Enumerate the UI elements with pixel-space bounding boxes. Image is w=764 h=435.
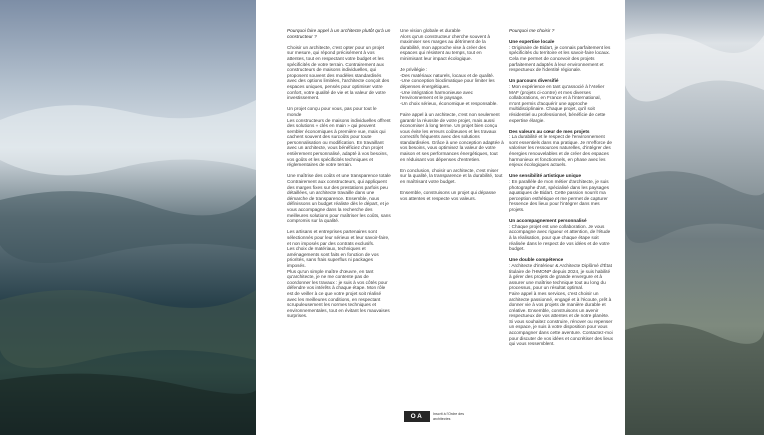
paragraph: Choisir un architecte, c'est opter pour un projet sur mesure, qui répond précisément à vos attentes, tout en respectant votre budget et les spécificités de votre terrain. Contrairement aux constructeurs de maisons individuelles, qui proposent souvent des modèles standardisés avec des options limitées, l'architecte conçoit des espaces uniques, pensés pour optimiser votre confort, votre qualité de vie et la valeur de votre investissement. [287,44,390,101]
paragraph: En conclusion, choisir un architecte, c'est miser sur la qualité, la transparence et la durabilité, tout en maîtrisant votre budget. [400,167,503,185]
text-page [256,0,625,435]
paragraph: Faire appel à un architecte, c'est non seulement garantir la réussite de votre projet, mais aussi économiser à long terme. Un projet bien conçu vous évite les erreurs coûteuses et les travaux correctifs fréquents avec des solutions standardisées. Grâce à une conception adaptée à vos besoins, vous optimisez la valeur de votre maison et ses performances énergétiques, tout en réduisant vos dépenses d'entretien. [400,111,504,162]
paragraph: : Chaque projet est une collaboration. Je vous accompagne avec rigueur et attention, de l'étude à la réalisation, pour que chaque étape soit réalisée dans le respect de vos idées et de votre budget. [509,223,611,252]
paragraph: : En parallèle de mon métier d'architecte, je suis photographe d'art, spécialisé dans les paysages aquatiques de Bidart. Cette passion nourrit ma perception esthétique et me permet de capturer l'essence des lieux pour l'intégrer dans mes projets. [509,179,609,212]
paragraph: Un projet conçu pour vous, pas pour tout le monde Les constructeurs de maisons individuelles offrent des solutions « clés en main » qui peuvent sembler économiques à première vue, mais qui cachent souvent des surcoûts pour toute personnalisation ou modification. En travaillant avec un architecte, vous bénéficiez d'un projet entièrement personnalisé, adapté à vos besoins, vos goûts et les spécificités techniques et réglementaires de votre terrain. [287,106,391,168]
paragraph: Ensemble, construisons un projet qui dépasse vos attentes et respecte vos valeurs. [400,190,496,201]
paragraph: : Architecte d'intérieur & Architecte Diplômé d'État titulaire de l'HMONP depuis 2024, je suis habilité à gérer des projets de grande envergure et à assurer une maîtrise technique tout au long du processus, pour un résultat optimal. Faire appel à mes services, c'est choisir un architecte passionné, engagé et à l'écoute, prêt à donner vie à vos projets de manière durable et créative. Ensemble, construisons un avenir respectueux de vos attentes et de notre planète. Si vous souhaitez construire, rénover ou repenser un espace, je suis à votre disposition pour vous accompagner dans cette aventure. Contactez-moi pour discuter de vos idées et concrétiser des lieux qui vous ressemblent. [509,262,613,347]
paragraph: Les artisans et entreprises partenaires sont sélectionnés pour leur sérieux et leur savoir-faire, et non imposés par des contrats exclusifs. Les choix de matériaux, techniques et aménagements sont faits en fonction de vos priorités, sans frais superflus ni packages imposés. Plus qu'un simple maître d'œuvre, en tant qu'architecte, je ne me contente pas de coordonner les travaux : je suis à vos côtés pour défendre vos intérêts à chaque étape. Mon rôle est de veiller à ce que votre projet soit réalisé avec les meilleures conditions, en respectant scrupuleusement les normes techniques et environnementales, tout en évitant les mauvaises surprises. [287,229,390,319]
paragraph: : La durabilité et le respect de l'environnement sont essentiels dans ma pratique. Je m'efforce de valoriser les ressources naturelles, d'intégrer des énergies renouvelables et de créer des espaces harmonieux et fonctionnels, en phase avec les enjeux écologiques actuels. [509,134,612,168]
section-heading: Une sensibilité artistique unique [509,173,582,179]
paragraph: : Mon expérience en tant qu'associé à l'Atelier MAF (projets ci-contre) et mes diverses collaborations, en France et à l'international, m'ont permis d'acquérir une approche multidisciplinaire. Chaque projet, qu'il soit résidentiel ou professionnel, bénéficie de cette expertise élargie. [509,83,606,123]
text-column-2 [400,28,504,207]
section-title: Pourquoi me choisir ? [509,28,555,33]
text-column-1 [287,28,391,324]
paragraph: Une vision globale et durable Alors qu'un constructeur cherche souvent à maximiser ses marges au détriment de la durabilité, mon approche vise à créer des espaces qui résistent au temps, tout en minimisant leur impact écologique. [400,28,491,61]
water-photo-left [0,0,256,435]
ordre-architectes-logo [404,411,473,422]
paragraph: Je privilégie : -Des matériaux naturels, locaux et de qualité. -Une conception bioclimatique pour limiter les dépenses énergétiques. -Une intégration harmonieuse avec l'environnement et le paysage. -Un choix sérieux, économique et responsable. [400,67,498,106]
section-heading: Un accompagnement personnalisé [509,218,587,224]
paragraph: : Originaire de Bidart, je connais parfaitement les spécificités du territoire et les savoir-faire locaux. Cela me permet de concevoir des projets parfaitement adaptés à leur environnement et respectueux de l'identité régionale. [509,44,611,73]
section-heading: Un parcours diversifié [509,78,559,84]
section-heading: Une expertise locale [509,39,555,45]
section-heading: Une double compétence [509,257,564,263]
section-heading: Des valeurs au cœur de mes projets [509,128,590,134]
paragraph: Pourquoi faire appel à un architecte plutôt qu'à un constructeur ? [287,28,391,39]
paragraph: Une maîtrise des coûts et une transparence totale Contrairement aux constructeurs, qui appliquent des marges fixes sur des prestations parfois peu détaillées, un architecte travaille dans une démarche de transparence. Ensemble, nous définissons un budget réaliste dès le départ, et je vous accompagne dans la recherche des meilleures solutions pour maîtriser les coûts, sans compromis sur la qualité. [287,173,391,224]
text-column-3 [509,28,613,352]
water-photo-right [625,0,764,435]
logo-mark: OA [404,411,430,422]
logo-text: Inscrit à l'Ordre des architectes [433,412,465,421]
